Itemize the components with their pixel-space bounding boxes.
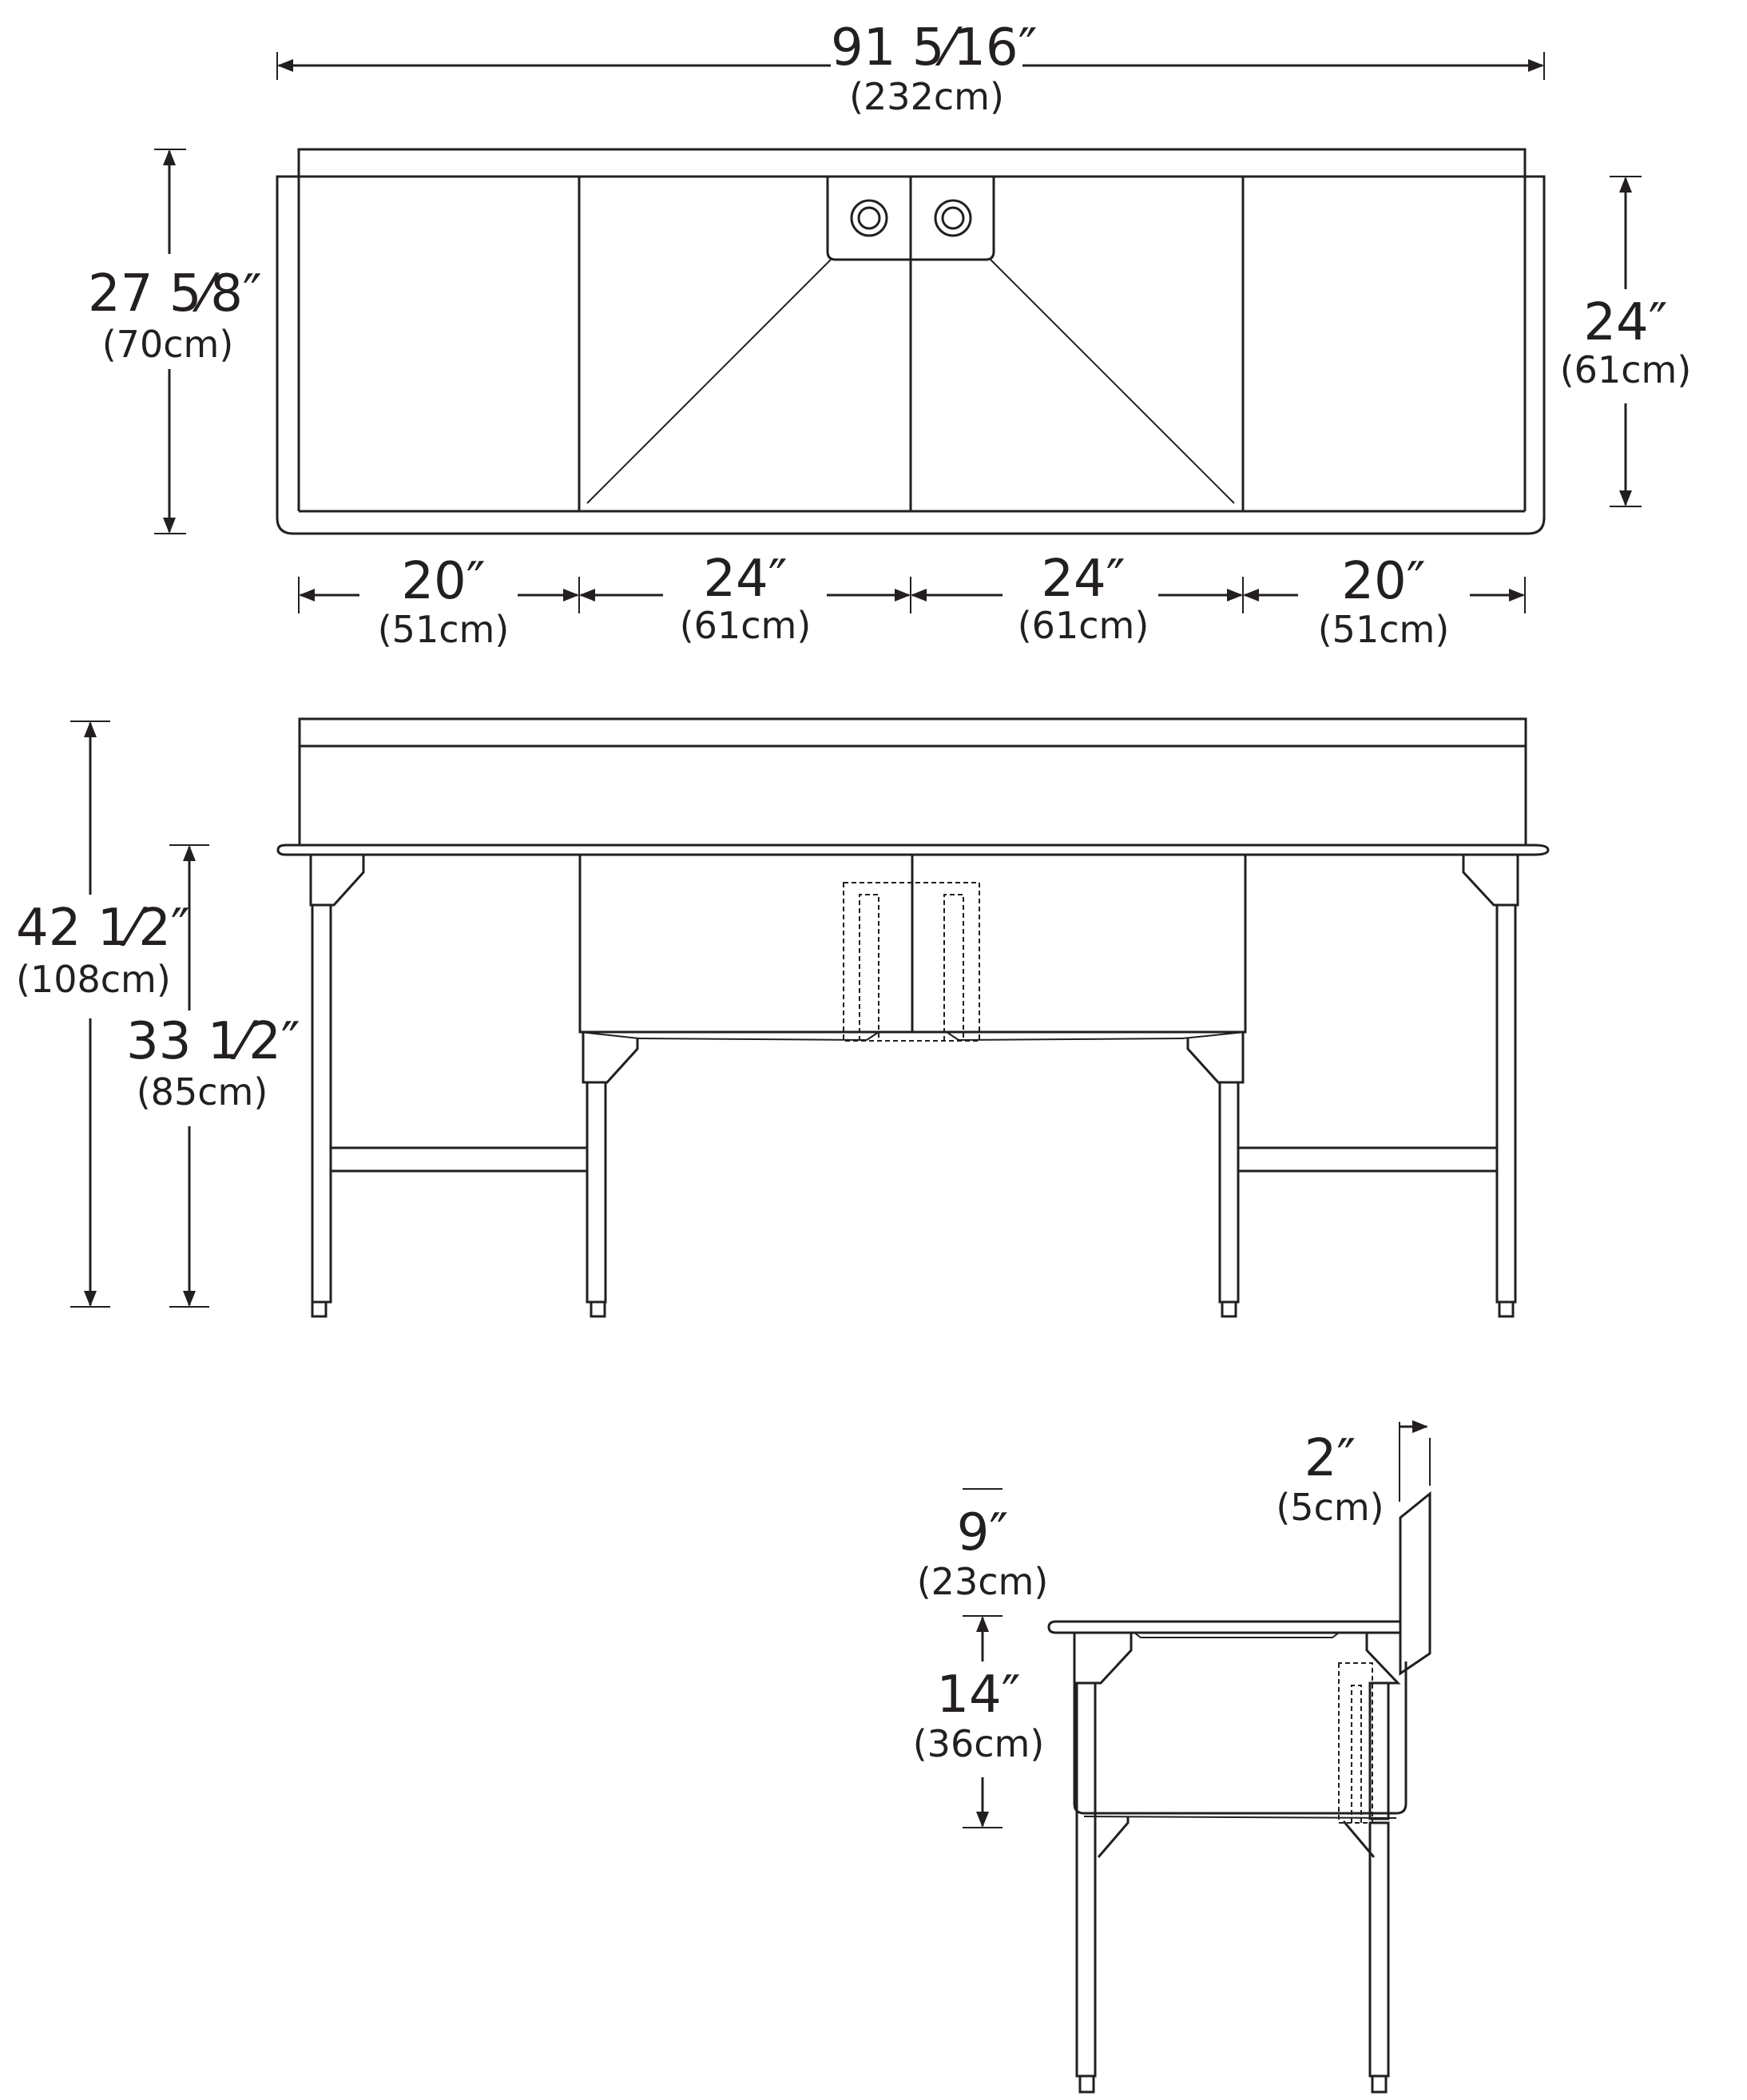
splash-offset-dimension: [1400, 1422, 1430, 1502]
legs-front: [311, 855, 1518, 1316]
overall-depth-metric: (70cm): [101, 323, 234, 366]
top-view: [154, 52, 1642, 613]
drain-icon: [935, 200, 971, 236]
right-drainboard-metric: (51cm): [1317, 608, 1450, 651]
side-bowl-depth-label: 14″: [936, 1665, 1021, 1725]
overall-height-metric: (108cm): [16, 958, 171, 1001]
left-drainboard-metric: (51cm): [377, 608, 510, 651]
bowl-2-width: 24″: [1041, 550, 1126, 609]
bowl-depth-metric: (61cm): [1559, 348, 1692, 391]
splash-height-metric: (23cm): [916, 1560, 1049, 1603]
drain-icon: [852, 200, 887, 236]
work-height-label: 33 1⁄2″: [126, 1012, 300, 1071]
side-bowl-depth-metric: (36cm): [912, 1722, 1045, 1765]
left-drainboard-width: 20″: [401, 552, 486, 611]
bowl-1-width: 24″: [703, 550, 788, 609]
backsplash-front: [300, 719, 1526, 845]
sink-bowl-side: [1074, 1633, 1406, 1818]
side-drain-hidden: [1339, 1663, 1372, 1823]
overall-depth-label: 27 5⁄8″: [88, 264, 262, 324]
legs-side: [1074, 1633, 1398, 2092]
work-height-metric: (85cm): [136, 1070, 268, 1114]
right-drainboard-width: 20″: [1341, 552, 1426, 611]
backsplash-side: [1400, 1494, 1430, 1673]
sink-bowls-front: [580, 855, 1245, 1040]
splash-offset-metric: (5cm): [1276, 1486, 1384, 1529]
overall-width-metric: (232cm): [849, 75, 1004, 118]
bowl-2-metric: (61cm): [1017, 604, 1149, 647]
splash-offset-label: 2″: [1304, 1429, 1356, 1488]
crossbars-front: [331, 1148, 1497, 1171]
splash-height-label: 9″: [956, 1503, 1009, 1562]
overall-width-label: 91 5⁄16″: [831, 18, 1038, 77]
overall-height-label: 42 1⁄2″: [16, 899, 190, 958]
countertop-front: [278, 845, 1548, 855]
overall-height-dimension: [70, 721, 110, 1307]
countertop-side: [1049, 1622, 1400, 1638]
bowl-depth-label: 24″: [1583, 293, 1668, 352]
bowl-1-metric: (61cm): [679, 604, 812, 647]
